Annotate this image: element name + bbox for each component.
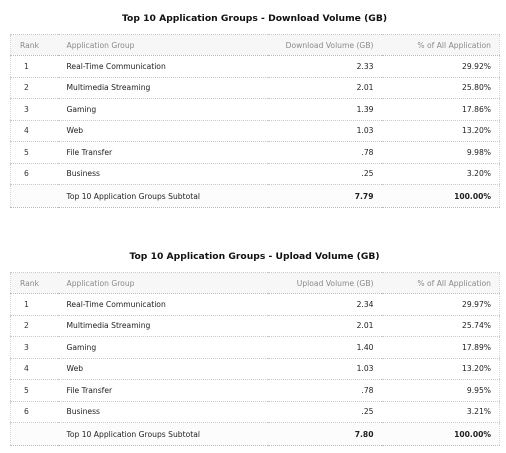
rank-cell: 4: [11, 358, 58, 380]
column-header-rank[interactable]: Rank: [11, 273, 58, 294]
download-table-title: Top 10 Application Groups - Download Volume (GB): [121, 13, 388, 24]
application-group-cell: Real-Time Communication: [58, 294, 268, 316]
column-header-percent[interactable]: % of All Application: [382, 35, 500, 56]
upload-volume-section: [10, 248, 499, 446]
subtotal-percent: 100.00%: [382, 185, 500, 208]
volume-cell: .25: [268, 163, 382, 185]
application-group-cell: File Transfer: [58, 380, 268, 402]
table-header-row: [11, 35, 500, 56]
rank-cell: 1: [11, 294, 58, 316]
upload-volume-table: [10, 272, 500, 446]
application-group-cell: Multimedia Streaming: [58, 315, 268, 337]
volume-cell: 1.03: [268, 120, 382, 142]
percent-cell: 9.98%: [382, 142, 500, 164]
upload-table-title: Top 10 Application Groups - Upload Volume (GB): [129, 251, 380, 262]
volume-cell: 2.33: [268, 56, 382, 78]
column-header-application-group[interactable]: Application Group: [58, 273, 268, 294]
percent-cell: 13.20%: [382, 120, 500, 142]
rank-cell: 1: [11, 56, 58, 78]
subtotal-rank-cell: [11, 185, 58, 208]
percent-cell: 25.80%: [382, 77, 500, 99]
subtotal-volume: 7.80: [268, 423, 382, 446]
subtotal-volume: 7.79: [268, 185, 382, 208]
column-header-percent[interactable]: % of All Application: [382, 273, 500, 294]
table-row: [11, 77, 500, 99]
rank-cell: 6: [11, 163, 58, 185]
volume-cell: 2.34: [268, 294, 382, 316]
application-group-cell: Web: [58, 120, 268, 142]
application-group-cell: Business: [58, 401, 268, 423]
rank-cell: 6: [11, 401, 58, 423]
volume-cell: 2.01: [268, 77, 382, 99]
percent-cell: 13.20%: [382, 358, 500, 380]
percent-cell: 17.86%: [382, 99, 500, 121]
application-group-cell: Business: [58, 163, 268, 185]
percent-cell: 17.89%: [382, 337, 500, 359]
percent-cell: 29.97%: [382, 294, 500, 316]
application-group-cell: Real-Time Communication: [58, 56, 268, 78]
column-header-application-group[interactable]: Application Group: [58, 35, 268, 56]
rank-cell: 2: [11, 77, 58, 99]
table-row: [11, 120, 500, 142]
application-group-cell: Gaming: [58, 99, 268, 121]
volume-cell: 1.40: [268, 337, 382, 359]
column-header-download-volume[interactable]: Download Volume (GB): [268, 35, 382, 56]
column-header-upload-volume[interactable]: Upload Volume (GB): [268, 273, 382, 294]
table-row: [11, 56, 500, 78]
download-volume-section: [10, 10, 499, 208]
rank-cell: 4: [11, 120, 58, 142]
rank-cell: 5: [11, 142, 58, 164]
table-row: [11, 294, 500, 316]
application-group-cell: Web: [58, 358, 268, 380]
volume-cell: 2.01: [268, 315, 382, 337]
subtotal-percent: 100.00%: [382, 423, 500, 446]
percent-cell: 29.92%: [382, 56, 500, 78]
volume-cell: 1.03: [268, 358, 382, 380]
percent-cell: 9.95%: [382, 380, 500, 402]
rank-cell: 3: [11, 337, 58, 359]
application-group-cell: Multimedia Streaming: [58, 77, 268, 99]
volume-cell: .78: [268, 142, 382, 164]
table-row: [11, 401, 500, 423]
application-group-cell: Gaming: [58, 337, 268, 359]
subtotal-row: [11, 185, 500, 208]
subtotal-label: Top 10 Application Groups Subtotal: [58, 185, 268, 208]
volume-cell: 1.39: [268, 99, 382, 121]
table-row: [11, 337, 500, 359]
table-row: [11, 163, 500, 185]
table-row: [11, 380, 500, 402]
column-header-rank[interactable]: Rank: [11, 35, 58, 56]
rank-cell: 3: [11, 99, 58, 121]
table-header-row: [11, 273, 500, 294]
table-row: [11, 99, 500, 121]
volume-cell: .78: [268, 380, 382, 402]
table-row: [11, 358, 500, 380]
rank-cell: 2: [11, 315, 58, 337]
percent-cell: 25.74%: [382, 315, 500, 337]
download-volume-table: [10, 34, 500, 208]
subtotal-row: [11, 423, 500, 446]
application-group-cell: File Transfer: [58, 142, 268, 164]
subtotal-label: Top 10 Application Groups Subtotal: [58, 423, 268, 446]
percent-cell: 3.20%: [382, 163, 500, 185]
subtotal-rank-cell: [11, 423, 58, 446]
table-row: [11, 315, 500, 337]
rank-cell: 5: [11, 380, 58, 402]
table-row: [11, 142, 500, 164]
volume-cell: .25: [268, 401, 382, 423]
percent-cell: 3.21%: [382, 401, 500, 423]
